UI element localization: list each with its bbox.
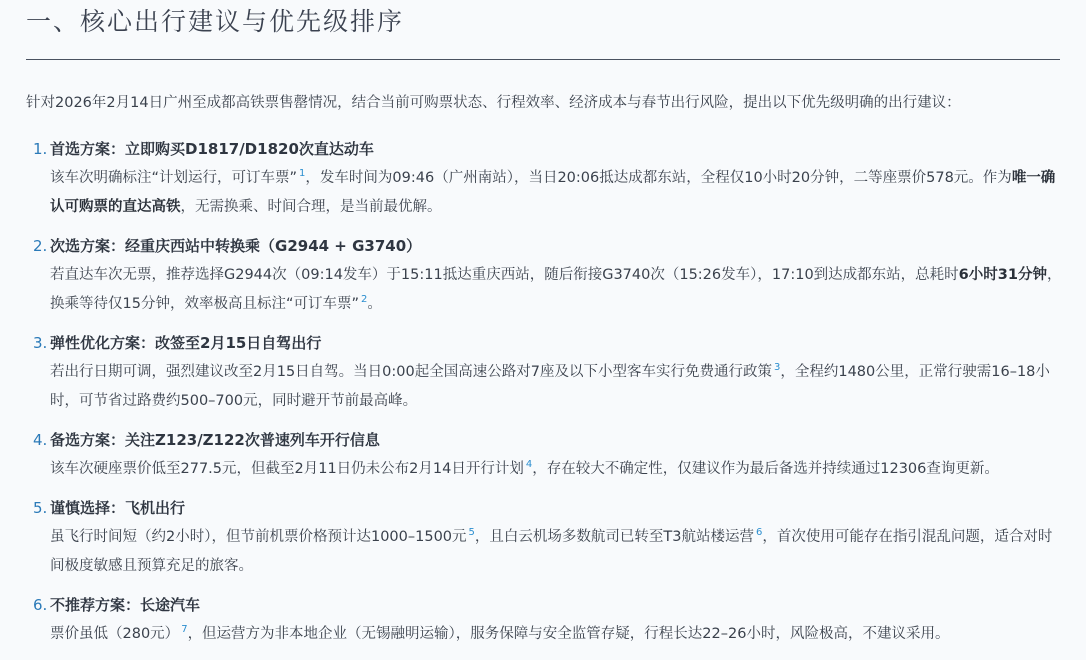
item-title: 备选方案：关注Z123/Z122次普速列车开行信息 (50, 431, 380, 449)
section-heading: 一、核心出行建议与优先级排序 (26, 7, 405, 36)
citation-link[interactable]: 7 (181, 624, 188, 635)
item-number: 1. (33, 140, 48, 158)
item-title: 首选方案：立即购买D1817/D1820次直达动车 (50, 140, 374, 158)
citation-link[interactable]: 2 (360, 294, 368, 305)
item-title: 次选方案：经重庆西站中转换乘（G2944 + G3740） (50, 237, 422, 255)
item-number: 4. (33, 431, 48, 449)
item-body: 若出行日期可调，强烈建议改至2月15日自驾。当日0:00起全国高速公路对7座及以下小型客车实行免费通行政策 $^3$，全程约1480公里，正常行驶需16–18小时，可节省过路费约500–700元，同时避开节前最高峰。 (50, 362, 1050, 409)
item-title: 谨慎选择：飞机出行 (50, 499, 186, 517)
item-number: 6. (33, 596, 48, 614)
citation-link[interactable]: 4 (525, 459, 533, 470)
heading-divider (26, 59, 1060, 60)
item-title: 弹性优化方案：改签至2月15日自驾出行 (50, 334, 322, 352)
item-body: 若直达车次无票，推荐选择G2944次（09:14发车）于15:11抵达重庆西站，随后衔接G3740次（15:26发车），17:10到达成都东站，总耗时6小时31分钟，换乘等待仅15分钟，效率极高且标注“可订车票” $^2$。 (50, 267, 1062, 312)
recommendation-list (26, 136, 1062, 660)
intro-paragraph: 针对2026年2月14日广州至成都高铁票售罄情况，结合当前可购票状态、行程效率、经济成本与春节出行风险，提出以下优先级明确的出行建议： (26, 95, 961, 111)
citation-link[interactable]: 1 (299, 168, 306, 179)
item-number: 2. (33, 237, 48, 255)
list-item (26, 427, 1062, 484)
item-title: 不推荐方案：长途汽车 (50, 596, 201, 614)
list-item (26, 233, 1062, 319)
emphasis-text: 6小时31分钟 (958, 267, 1047, 283)
item-body: 票价虽低（280元） $^7$，但运营方为非本地企业（无锡融明运输），服务保障与安全监管存疑，行程长达22–26小时，风险极高，不建议采用。 (50, 624, 950, 642)
citation-link[interactable]: 6 (756, 527, 763, 538)
item-number: 5. (33, 499, 48, 517)
item-body: 虽飞行时间短（约2小时），但节前机票价格预计达1000–1500元 $^5$，且白云机场多数航司已转至T3航站楼运营 $^6$，首次使用可能存在指引混乱问题，适合对时间极度敏感且预算充足的旅客。 (50, 527, 1053, 574)
citation-link[interactable]: 3 (773, 362, 781, 373)
citation-link[interactable]: 5 (468, 527, 475, 538)
list-item (26, 495, 1062, 581)
list-item (26, 330, 1062, 416)
item-body: 该车次硬座票价低至277.5元，但截至2月11日仍未公布2月14日开行计划 $^4$，存在较大不确定性，仅建议作为最后备选并持续通过12306查询更新。 (50, 459, 999, 477)
list-item (26, 136, 1062, 222)
emphasis-text: 唯一确认可购票的直达高铁 (50, 170, 1056, 215)
list-item (26, 592, 1062, 649)
item-number: 3. (33, 334, 48, 352)
item-body: 该车次明确标注“计划运行，可订车票” $^1$，发车时间为09:46（广州南站），当日20:06抵达成都东站，全程仅10小时20分钟，二等座票价578元。作为唯一确认可购票的直达高铁，无需换乘、时间合理，是当前最优解。 (50, 168, 1056, 215)
